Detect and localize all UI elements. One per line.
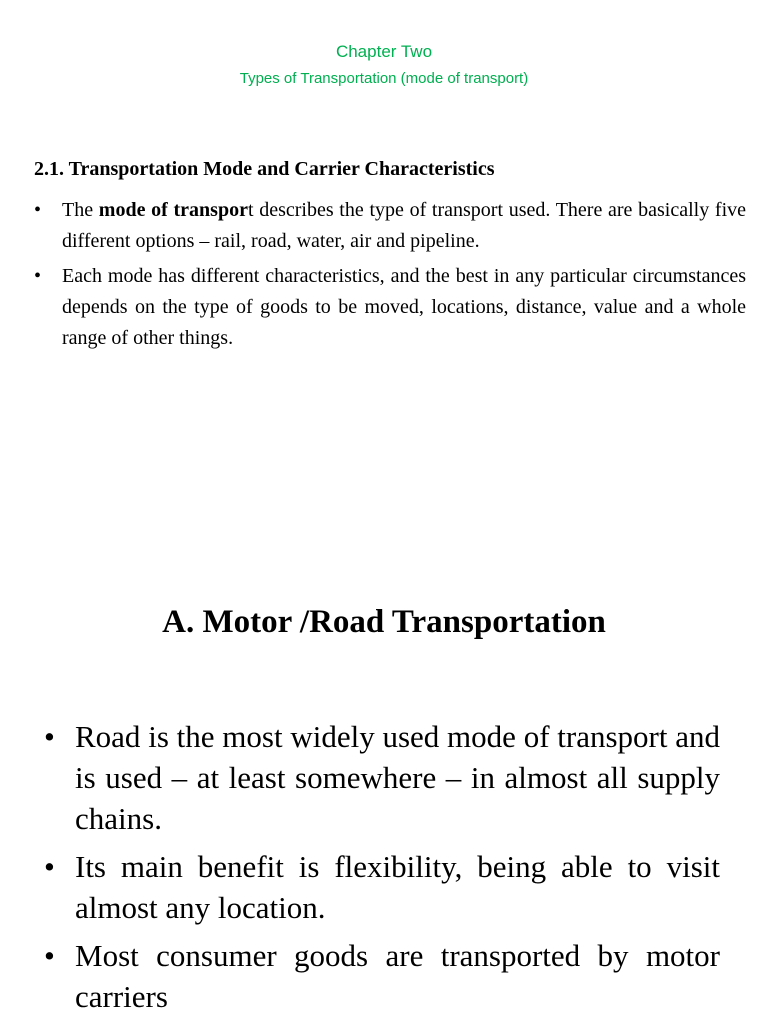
bullet-text-before: The — [62, 199, 99, 221]
list-item — [44, 716, 720, 839]
chapter-title: Chapter Two — [335, 42, 433, 61]
list-item — [34, 195, 746, 257]
road-bullet-list — [44, 716, 720, 1024]
bullet-text-after: t describes the type of transport used. There are basically five different options – rail, road, water, air and pipeline. — [62, 199, 747, 252]
section-bullet-list — [34, 195, 746, 358]
bullet-text-bold: mode of transpor — [98, 199, 248, 221]
bullet-icon: • — [44, 849, 55, 884]
list-item — [44, 846, 720, 928]
section-heading: 2.1. Transportation Mode and Carrier Characteristics — [34, 158, 495, 180]
bullet-icon: • — [34, 199, 42, 221]
bullet-icon: • — [34, 265, 42, 287]
bullet-text: Its main benefit is flexibility, being able to visit almost any location. — [75, 849, 720, 925]
bullet-text: Each mode has different characteristics, and the best in any particular circumstances depends on the type of goods to be moved, locations, distance, value and a whole range of other things. — [62, 265, 746, 349]
list-item — [34, 261, 746, 354]
bullet-text: Most consumer goods are transported by motor carriers — [75, 938, 720, 1014]
road-section-heading: A. Motor /Road Transportation — [162, 604, 606, 640]
list-item — [44, 935, 720, 1017]
bullet-icon: • — [44, 938, 55, 973]
bullet-icon: • — [44, 719, 55, 754]
bullet-text: Road is the most widely used mode of transport and is used – at least somewhere – in almost all supply chains. — [75, 719, 720, 836]
chapter-subtitle: Types of Transportation (mode of transport) — [239, 70, 529, 87]
